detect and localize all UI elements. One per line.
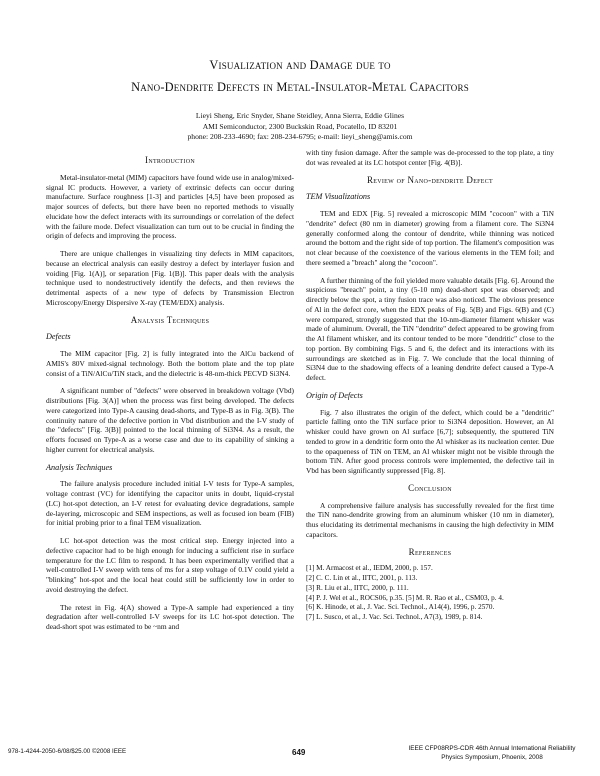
defects-paragraph-1: The MIM capacitor [Fig. 2] is fully integrated into the AlCu backend of AMIS's 80V mixed-signal technology. Both the bottom plate and the top plate consist of a TiN/AlCu/TiN stack, and the dielectric is 48-nm-thick PECVD Si3N4.	[46, 349, 294, 378]
tem-paragraph-2: A further thinning of the foil yielded more valuable details [Fig. 6]. Around the suspicious "breach" point, a tiny (5-10 nm) dead-short spot was observed; and directly below the spot, a tiny fusion trace was also noticed. The obvious presence of Al in the defect core, when the EDX peaks of Fig. 5(B) and Figs. 6(B) and (C) were compared, strongly suggested that the 10-nm-diameter filament whisker was made of aluminum. Overall, the TiN "dendrite" defect appeared to be growing from the Al filament whisker, and its contour tended to be more "dendritic" close to the top portion. By combining Figs. 5 and 6, the defect and its interactions with its surroundings are sketched as in Fig. 7. We conclude that the local thinning of Si3N4 due to the shadowing effects of a leaning dendrite defect caused a Type-A defect.	[306, 275, 554, 382]
footer-isbn: 978-1-4244-2050-6/08/$25.00 ©2008 IEEE	[8, 748, 127, 755]
origin-of-defects-subheading: Origin of Defects	[306, 390, 363, 400]
footer-venue-line-1: IEEE CFP08RPS-CDR 46th Annual International Reliability	[408, 745, 576, 752]
contact-info: phone: 208-233-4690; fax: 208-234-6795; e-mail: lieyi_sheng@amis.com	[187, 132, 413, 141]
paper-title-line-1: Visualization and Damage due to	[209, 58, 391, 72]
tem-visualizations-subheading: TEM Visualizations	[306, 192, 371, 202]
paper-title-line-2: Nano-Dendrite Defects in Metal-Insulator-Metal Capacitors	[131, 80, 469, 94]
analysis-techniques-heading: Analysis Techniques	[130, 314, 210, 325]
defects-paragraph-2: A significant number of "defects" were observed in breakdown voltage (Vbd) distributions [Fig. 3(A)] when the process was first being developed. The defects were categorized into Type-A causing dead-shorts, and Type-B as in Fig. 3(B). The continuity nature of the defective portion in Vbd distribution and the I-V study of the "defects" [Fig. 3(B)] pointed to the local thinning of Si3N4. As a result, the efforts focused on Type-A as a worse case and due to its capability of sinking a higher current for electrical analysis.	[46, 386, 294, 454]
affiliation: AMI Semiconductor, 2300 Buckskin Road, Pocatello, ID 83201	[202, 122, 398, 131]
defects-subheading: Defects	[46, 332, 71, 342]
analysis-techniques-subheading: Analysis Techniques	[46, 462, 113, 472]
reference-item: [2] C. C. Lin et al., IITC, 2001, p. 113.	[306, 574, 418, 583]
review-heading: Review of Nano-dendrite Defect	[366, 174, 494, 185]
carryover-paragraph: with tiny fusion damage. After the sample was de-processed to the top plate, a tiny dot was revealed at its LC hotspot center [Fig. 4(B)].	[306, 148, 554, 167]
intro-paragraph-2: There are unique challenges in visualizing tiny defects in MIM capacitors, because an electrical analysis can easily destroy a defect by interlayer fusion and voiding [Fig. 1(A)], or separation [Fig. 1(B)]. This paper deals with the analysis technique used to nondestructively identify the defects, and then reviews the detrimental aspects of a new type of defects by Transmission Electron Microscopy/Energy Dispersive X-ray (TEM/EDX) analysis.	[46, 249, 294, 307]
reference-item: [3] R. Liu et al., IITC, 2000, p. 111.	[306, 583, 409, 592]
analysis-paragraph-2: LC hot-spot detection was the most critical step. Energy injected into a defective capacitor had to be high enough for inducing a sufficient rise in surface temperature for the LC film to respond. It has been experimentally verified that a well-controlled I-V sweep with tens of ms for a step voltage of 0.1V could yield a "blinking" hot-spot and the local heat could still be sufficiently low in order to avoid destroying the defect.	[46, 536, 294, 594]
page-number: 649	[292, 748, 306, 757]
intro-paragraph-1: Metal-insulator-metal (MIM) capacitors have found wide use in analog/mixed-signal IC products. However, a variety of extrinsic defects can occur during manufacture. Surface roughness [1-3] and particles [4,5] have been proposed as major sources of defects, but there have been no reported methods to visually elucidate how the defect interacts with its surroundings or correlation of the defect with the failure mode. Defect visualization can turn out to be crucial in finding the origin of defects and improving the process.	[46, 172, 294, 241]
left-column	[46, 148, 294, 640]
reference-item: [4] P. J. Wel et al., ROCS06, p.35. [5] M. R. Rao et al., CSM03, p. 4.	[306, 593, 504, 602]
conclusion-paragraph: A comprehensive failure analysis has successfully revealed for the first time the TiN nano-dendrite growing from an aluminum whisker (10 nm in diameter), thus elucidating its detrimental mechanisms in causing the high defectivity in MIM capacitors.	[306, 500, 554, 539]
reference-item: [1] M. Armacost et al., IEDM, 2000, p. 157.	[306, 564, 433, 573]
footer-venue-line-2: Physics Symposium, Phoenix, 2008	[441, 754, 543, 761]
reference-item: [6] K. Hinode, et al., J. Vac. Sci. Technol., A14(4), 1996, p. 2570.	[306, 603, 495, 612]
conclusion-heading: Conclusion	[408, 482, 452, 493]
right-column	[306, 148, 554, 623]
reference-list	[306, 564, 554, 623]
introduction-heading: Introduction	[145, 155, 195, 165]
footer-venue	[394, 744, 590, 762]
references-heading: References	[408, 546, 452, 557]
author-list: Lieyi Sheng, Eric Snyder, Shane Steidley, Anna Sierra, Eddie Glines	[195, 111, 405, 120]
origin-paragraph: Fig. 7 also illustrates the origin of the defect, which could be a "dendritic" particle falling onto the TiN surface prior to Si3N4 deposition. However, an Al whisker could have grown on Al surface [6,7]; subsequently, the sputtered TiN tended to grow in a dendritic form onto the Al whisker as its nucleation center. Due to the opaqueness of TiN on TEM, an Al whisker might not be visible through the bottom TiN. After good process controls were implemented, the defective tail in Vbd has been significantly suppressed [Fig. 8].	[306, 407, 554, 475]
tem-paragraph-1: TEM and EDX [Fig. 5] revealed a microscopic MIM "cocoon" with a TiN "dendrite" defect (80 nm in diameter) growing from a filament core. The Si3N4 generally conformed along the contour of dendrite, while thinning was noticed around the bottom and the right side of top portion. The filament's composition was not clear because of the coexistence of the various elements in the TEM foil; and there seemed a "breach" along the "cocoon".	[306, 209, 554, 267]
analysis-paragraph-3: The retest in Fig. 4(A) showed a Type-A sample had experienced a tiny degradation after well-controlled I-V sweeps for its LC hot-spot detection. The dead-short spot was estimated to be ~nm and	[46, 602, 294, 631]
reference-item: [7] L. Susco, et al., J. Vac. Sci. Technol., A7(3), 1989, p. 814.	[306, 613, 483, 622]
analysis-paragraph-1: The failure analysis procedure included initial I-V tests for Type-A samples, voltage contrast (VC) for identifying the capacitor units in doubt, liquid-crystal (LC) hot-spot detection, an I-V retest for evaluating device degradations, sample de-layering, microscopic and SEM inspections, as well as focused ion beam (FIB) for initial probing prior to a final TEM visualization.	[46, 479, 294, 528]
